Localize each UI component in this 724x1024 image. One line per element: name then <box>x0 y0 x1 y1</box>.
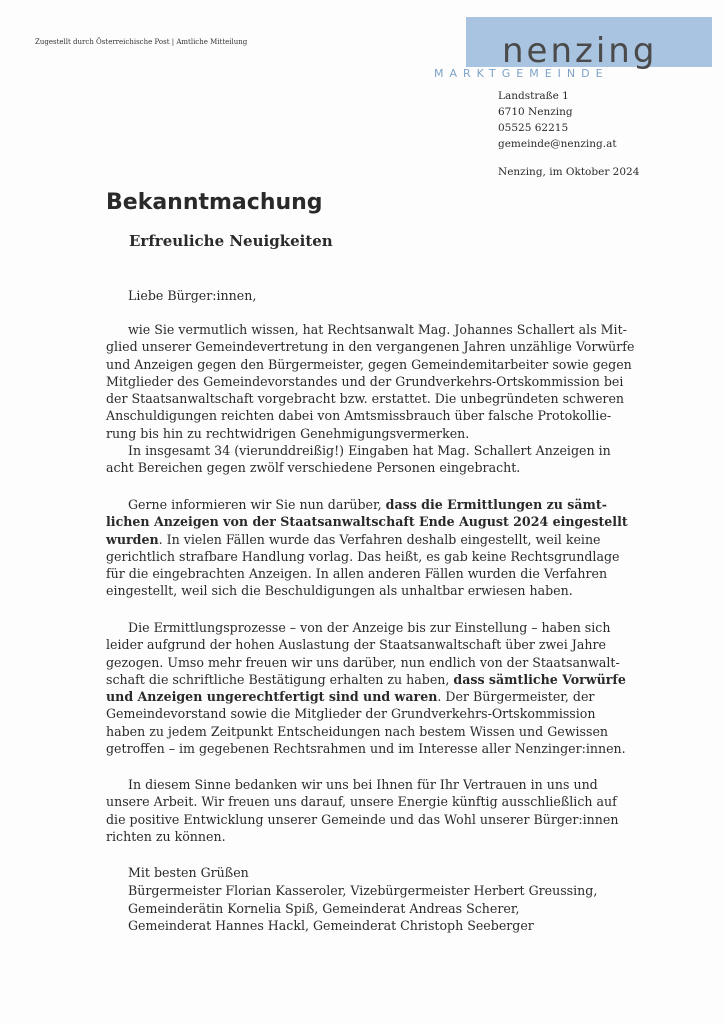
paragraph-1 <box>106 321 635 477</box>
sender-address <box>498 88 617 152</box>
paragraph-line <box>106 671 628 688</box>
paragraph-line: haben zu jedem Zeitpunkt Entscheidungen nach bestem Wissen und Gewissen <box>106 723 609 739</box>
address-city: 6710 Nenzing <box>498 106 573 118</box>
postal-notice: Zugestellt durch Österreichische Post | Amtliche Mitteilung <box>35 38 248 46</box>
paragraph-line: rung bis hin zu rechtwidrigen Genehmigungsvermerken. <box>106 425 470 441</box>
paragraph-line: Mitglieder des Gemeindevorstandes und der Grundverkehrs-Ortskommission bei <box>106 373 624 389</box>
paragraph-line: gezogen. Umso mehr freuen wir uns darüber, nun endlich von der Staatsanwalt- <box>106 654 620 670</box>
paragraph-line: lichen Anzeigen von der Staatsanwaltschaft Ende August 2024 eingestellt <box>106 514 628 530</box>
signature-block <box>128 864 597 935</box>
paragraph-line: eingestellt, weil sich die Beschuldigungen als unhaltbar erwiesen haben. <box>106 583 573 599</box>
paragraph-line: wie Sie vermutlich wissen, hat Rechtsanwalt Mag. Johannes Schallert als Mit- <box>128 322 627 337</box>
paragraph-line: und Anzeigen gegen den Bürgermeister, gegen Gemeindemitarbeiter sowie gegen <box>106 356 632 372</box>
paragraph-line <box>106 688 628 705</box>
text-normal: Gerne informieren wir Sie nun darüber, <box>128 497 386 512</box>
text-normal: schaft die schriftliche Bestätigung erhalten zu haben, <box>106 671 454 687</box>
signatory-line: Gemeinderat Hannes Hackl, Gemeinderat Christoph Seeberger <box>128 918 534 934</box>
address-street: Landstraße 1 <box>498 90 569 102</box>
paragraph-line: getroffen – im gegebenen Rechtsrahmen und im Interesse aller Nenzinger:innen. <box>106 741 626 757</box>
closing-greeting: Mit besten Grüßen <box>128 865 249 880</box>
paragraph-line: leider aufgrund der hohen Auslastung der Staatsanwaltschaft über zwei Jahre <box>106 637 606 653</box>
paragraph-4 <box>106 619 628 757</box>
paragraph-line: In insgesamt 34 (vierunddreißig!) Eingaben hat Mag. Schallert Anzeigen in <box>128 443 611 459</box>
paragraph-line: unsere Arbeit. Wir freuen uns darauf, unsere Energie künftig ausschließlich auf <box>106 794 617 810</box>
paragraph-line: für die eingebrachten Anzeigen. In allen anderen Fällen wurden die Verfahren <box>106 566 608 582</box>
text-bold: dass sämtliche Vorwürfe <box>453 671 626 687</box>
logo-subtitle: MARKTGEMEINDE <box>434 67 609 80</box>
signatory-line: Bürgermeister Florian Kasseroler, Vizebürgermeister Herbert Greussing, <box>128 882 598 898</box>
address-phone: 05525 62215 <box>498 122 569 134</box>
text-bold: dass die Ermittlungen zu sämt- <box>385 497 607 512</box>
address-email: gemeinde@nenzing.at <box>498 138 617 150</box>
paragraph-line <box>106 496 628 513</box>
text-bold: und Anzeigen ungerechtfertigt sind und waren <box>106 689 438 705</box>
text-normal: . In vielen Fällen wurde das Verfahren deshalb eingestellt, weil keine <box>158 531 601 547</box>
paragraph-line: richten zu können. <box>106 828 226 844</box>
paragraph-line: die positive Entwicklung unserer Gemeinde und das Wohl unserer Bürger:innen <box>106 811 619 827</box>
document-subtitle: Erfreuliche Neuigkeiten <box>129 232 333 250</box>
text-normal: . Der Bürgermeister, der <box>437 689 595 705</box>
salutation <box>106 287 628 304</box>
paragraph-line <box>106 531 628 548</box>
signatory-line: Gemeinderätin Kornelia Spiß, Gemeinderat Andreas Scherer, <box>128 900 520 916</box>
paragraph-3 <box>106 496 628 600</box>
logo-wordmark: nenzing <box>502 31 658 71</box>
salutation-text: Liebe Bürger:innen, <box>128 288 257 303</box>
paragraph-line: In diesem Sinne bedanken wir uns bei Ihnen für Ihr Vertrauen in uns und <box>128 777 598 792</box>
document-title: Bekanntmachung <box>106 190 323 215</box>
text-bold: wurden <box>106 531 159 547</box>
paragraph-5 <box>106 776 628 845</box>
paragraph-line: gerichtlich strafbare Handlung vorlag. Das heißt, es gab keine Rechtsgrundlage <box>106 548 620 564</box>
paragraph-line: glied unserer Gemeindevertretung in den vergangenen Jahren unzählige Vorwürfe <box>106 339 635 355</box>
letter-date: Nenzing, im Oktober 2024 <box>498 166 640 178</box>
paragraph-line: acht Bereichen gegen zwölf verschiedene Personen eingebracht. <box>106 460 521 476</box>
paragraph-line: Anschuldigungen reichten dabei von Amtsmissbrauch über falsche Protokollie- <box>106 408 612 424</box>
paragraph-line: Gemeindevorstand sowie die Mitglieder der Grundverkehrs-Ortskommission <box>106 706 596 722</box>
paragraph-line: Die Ermittlungsprozesse – von der Anzeige bis zur Einstellung – haben sich <box>128 620 611 635</box>
paragraph-line: der Staatsanwaltschaft vorgebracht bzw. erstattet. Die unbegründeten schweren <box>106 391 625 407</box>
